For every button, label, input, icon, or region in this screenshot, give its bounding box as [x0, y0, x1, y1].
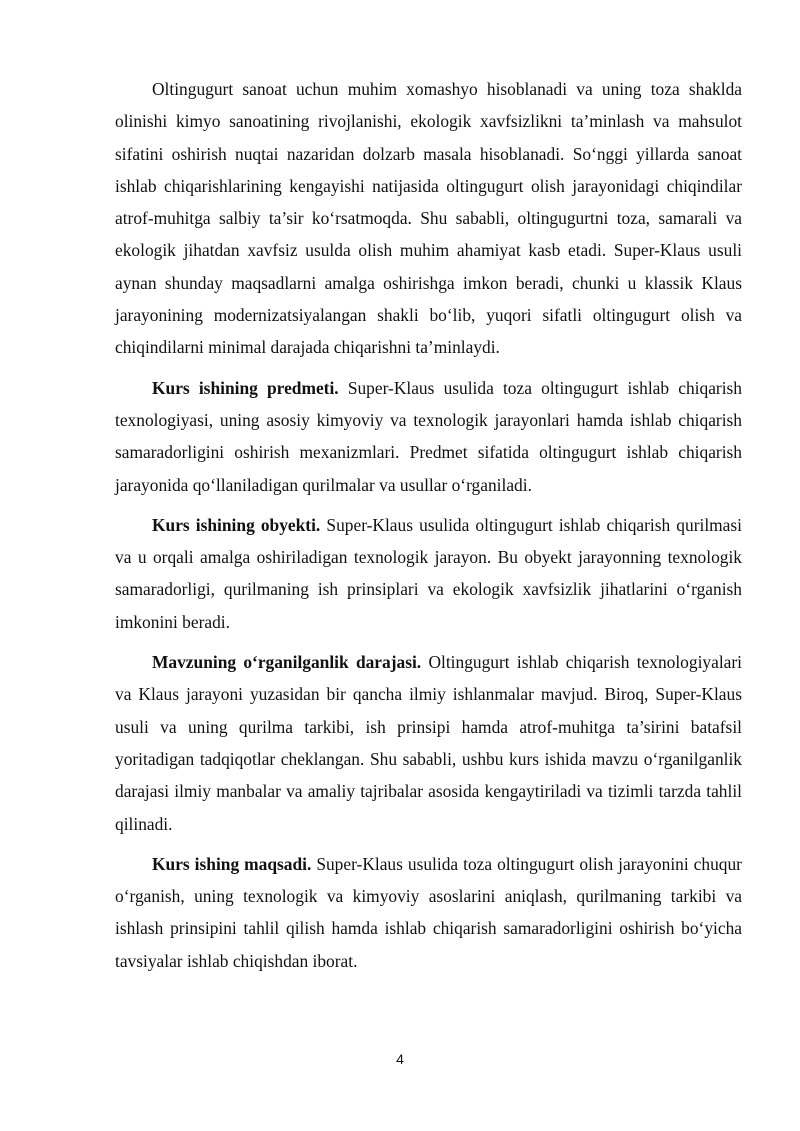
paragraph-object [115, 509, 742, 638]
paragraph-heading: Kurs ishining obyekti. [152, 514, 321, 535]
paragraph-heading: Kurs ishining predmeti. [152, 377, 339, 398]
paragraph-gap [115, 638, 742, 646]
paragraph-heading: Kurs ishing maqsadi. [152, 853, 312, 874]
paragraph-text: Super-Klaus usulida toza oltingugurt ishlab chiqarish texnologiyasi, uning asosiy kimyoviy va texnologik jarayonlari hamda ishlab chiqarish samaradorligini oshirish mexanizmlari. Predmet sifatida oltingugurt ishlab chiqarish jarayonida qo‘llaniladigan qurilmalar va usullar o‘rganiladi. [115, 377, 742, 495]
paragraph-subject [115, 372, 742, 501]
page-number: 4 [396, 1051, 404, 1067]
paragraph-heading: Mavzuning o‘rganilganlik darajasi. [152, 652, 422, 673]
paragraph-gap [115, 501, 742, 509]
paragraph-gap [115, 840, 742, 848]
paragraph-text: Super-Klaus usulida toza oltingugurt olish jarayonini chuqur o‘rganish, uning texnologik va kimyoviy asoslarini aniqlash, qurilmaning tarkibi va ishlash prinsipini tahlil qilish hamda ishlab chiqarish samaradorligini oshirish bo‘yicha tavsiyalar ishlab chiqishdan iborat. [115, 853, 742, 971]
paragraph-gap [115, 364, 742, 372]
paragraph-study-level [115, 646, 742, 840]
paragraph-goal [115, 848, 742, 977]
document-body [115, 73, 742, 977]
paragraph-text: Oltingugurt ishlab chiqarish texnologiyalari va Klaus jarayoni yuzasidan bir qancha ilmiy ishlanmalar mavjud. Biroq, Super-Klaus usuli va uning qurilma tarkibi, ish prinsipi hamda atrof-muhitga ta’sirini batafsil yoritadigan tadqiqotlar cheklangan. Shu sababli, ushbu kurs ishida mavzu o‘rganilganlik darajasi ilmiy manbalar va amaliy tajribalar asosida kengaytiriladi va tizimli tarzda tahlil qilinadi. [115, 652, 742, 834]
paragraph-text: Super-Klaus usulida oltingugurt ishlab chiqarish qurilmasi va u orqali amalga oshiriladigan texnologik jarayon. Bu obyekt jarayonning texnologik samaradorligi, qurilmaning ish prinsiplari va ekologik xavfsizlik jihatlarini o‘rganish imkonini beradi. [115, 514, 742, 632]
paragraph-introduction [115, 73, 742, 364]
paragraph-text: Oltingugurt sanoat uchun muhim xomashyo hisoblanadi va uning toza shaklda olinishi kimyo sanoatining rivojlanishi, ekologik xavfsizlikni ta’minlash va mahsulot sifatini oshirish nuqtai nazaridan dolzarb masala hisoblanadi. So‘nggi yillarda sanoat ishlab chiqarishlarining kengayishi natijasida oltingugurt olish jarayonidagi chiqindilar atrof-muhitga salbiy ta’sir ko‘rsatmoqda. Shu sababli, oltingugurtni toza, samarali va ekologik jihatdan xavfsiz usulda olish muhim ahamiyat kasb etadi. Super-Klaus usuli aynan shunday maqsadlarni amalga oshirishga imkon beradi, chunki u klassik Klaus jarayonining modernizatsiyalangan shakli bo‘lib, yuqori sifatli oltingugurt olish va chiqindilarni minimal darajada chiqarishni ta’minlaydi. [115, 79, 742, 358]
